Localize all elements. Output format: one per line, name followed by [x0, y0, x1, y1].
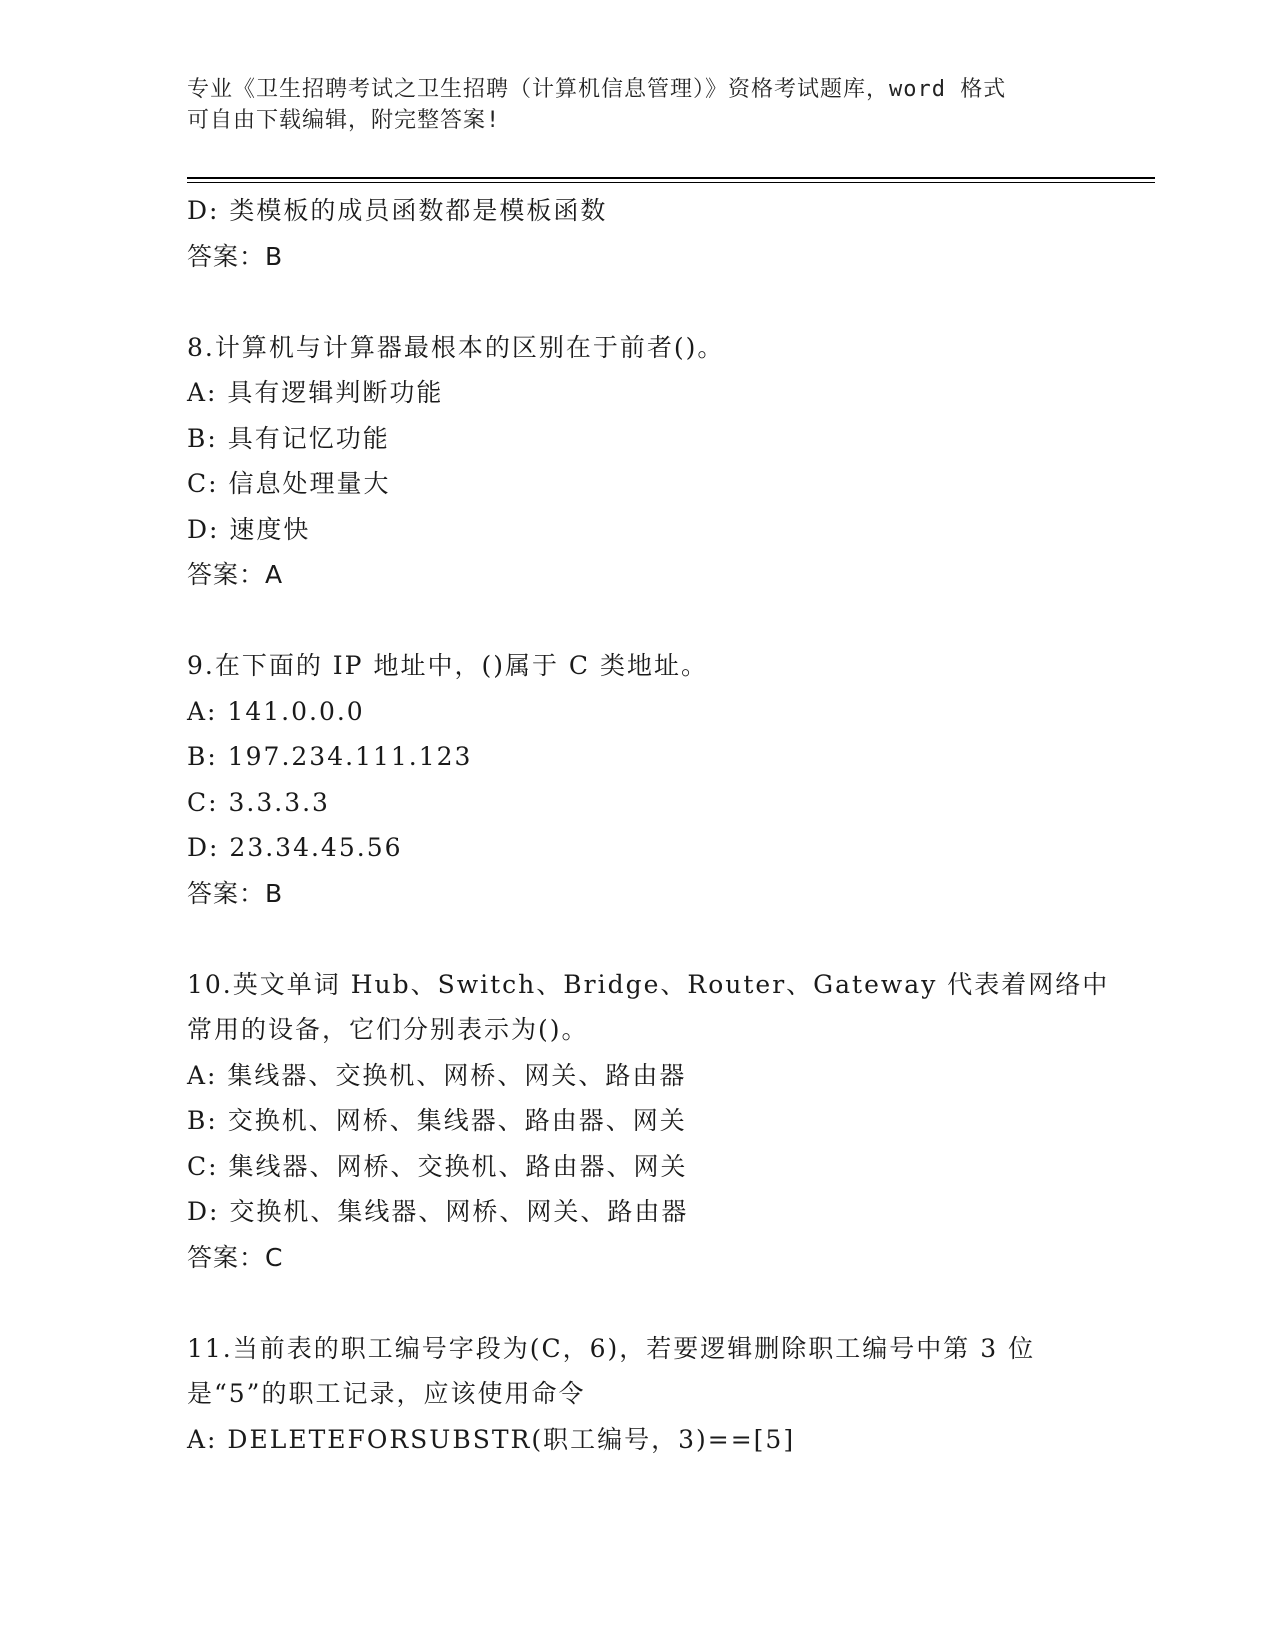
answer-line: 答案：B	[187, 878, 284, 908]
blank-line	[187, 916, 1087, 962]
header-line-2: 可自由下载编辑，附完整答案!	[187, 108, 501, 133]
option-line: C: 集线器、网桥、交换机、路由器、网关	[187, 1151, 688, 1181]
question-text: 常用的设备，它们分别表示为()。	[187, 1015, 589, 1044]
header-line-1: 专业《卫生招聘考试之卫生招聘（计算机信息管理）》资格考试题库，word 格式	[187, 77, 1007, 102]
question-text: 8.计算机与计算器最根本的区别在于前者()。	[187, 332, 725, 362]
blank-line	[187, 279, 1087, 325]
document-header	[187, 74, 1087, 136]
question-text: 10.英文单词 Hub、Switch、Bridge、Router、Gateway 代表着网络中	[187, 969, 1110, 999]
question-list	[187, 188, 1110, 1462]
option-line: D: 速度快	[187, 514, 311, 544]
option-line: B: 交换机、网桥、集线器、路由器、网关	[187, 1106, 687, 1135]
header-rule-thin	[187, 182, 1155, 183]
option-line: D: 交换机、集线器、网桥、网关、路由器	[187, 1197, 689, 1226]
answer-line: 答案：A	[187, 560, 284, 589]
answer-line: 答案：B	[187, 241, 284, 271]
option-line: A: 具有逻辑判断功能	[187, 378, 444, 407]
option-line: D: 23.34.45.56	[187, 833, 403, 862]
blank-line	[187, 598, 1087, 644]
option-line: B: 具有记忆功能	[187, 423, 390, 453]
option-line: A: DELETEFORSUBSTR(职工编号，3)==[5]	[187, 1424, 796, 1454]
answer-line: 答案：C	[187, 1242, 284, 1272]
option-line: A: 141.0.0.0	[187, 696, 365, 726]
option-line: C: 3.3.3.3	[187, 787, 330, 817]
question-text: 11.当前表的职工编号字段为(C，6)，若要逻辑删除职工编号中第 3 位	[187, 1333, 1036, 1363]
option-line: D: 类模板的成员函数都是模板函数	[187, 196, 608, 225]
option-line: C: 信息处理量大	[187, 469, 391, 498]
option-line: B: 197.234.111.123	[187, 742, 473, 771]
question-text: 是“5”的职工记录，应该使用命令	[187, 1379, 586, 1408]
question-text: 9.在下面的 IP 地址中，()属于 C 类地址。	[187, 651, 708, 680]
header-rule-thick	[187, 177, 1155, 179]
option-line: A: 集线器、交换机、网桥、网关、路由器	[187, 1060, 687, 1090]
blank-line	[187, 1280, 1087, 1326]
